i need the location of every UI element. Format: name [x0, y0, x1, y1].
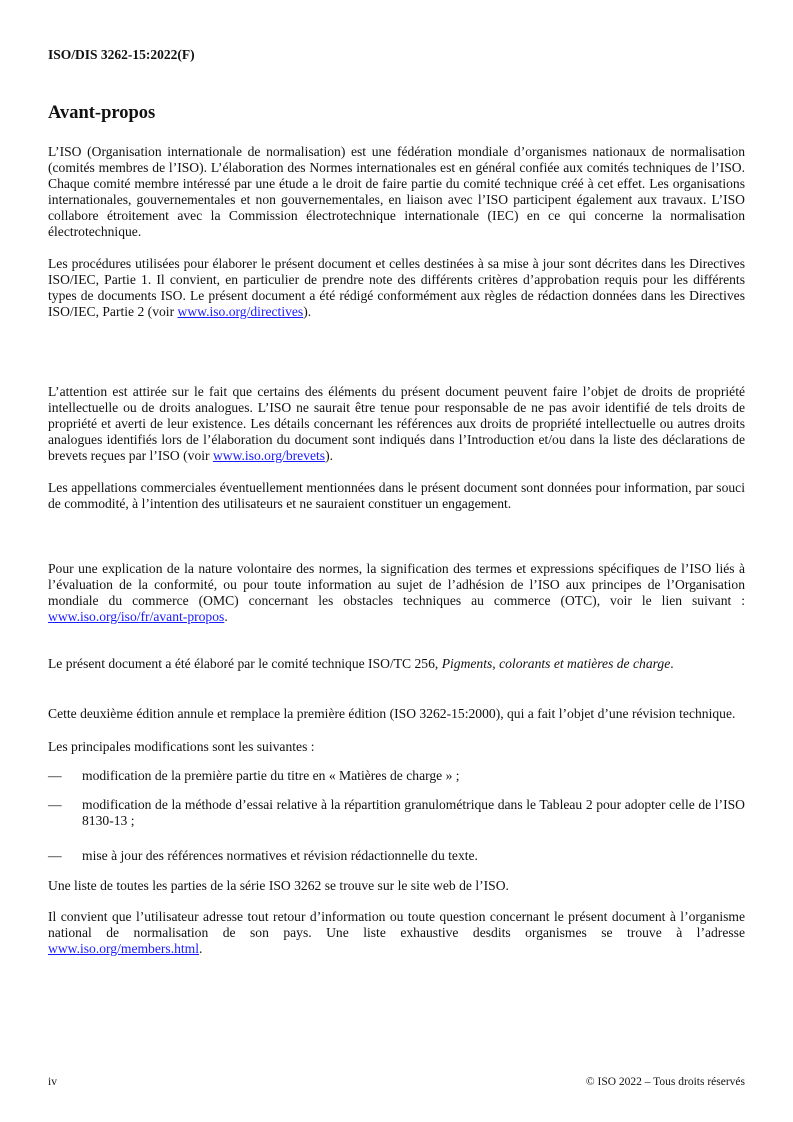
paragraph-6: [48, 656, 745, 672]
brevets-link[interactable]: www.iso.org/brevets: [212, 448, 326, 464]
paragraph-4: Les appellations commerciales éventuellement mentionnées dans le présent document sont données pour information, par souci de commodité, à l’intention des utilisateurs et ne sauraient constituer un engagement.: [48, 480, 745, 512]
list-item-text: modification de la méthode d’essai relative à la répartition granulométrique dans le Tableau 2 pour adopter celle de l’ISO 8130-13 ;: [82, 797, 745, 829]
list-item: [48, 797, 745, 829]
paragraph-text: ).: [303, 304, 312, 320]
directives-link[interactable]: www.iso.org/directives: [177, 304, 304, 320]
copyright-notice: © ISO 2022 – Tous droits réservés: [585, 1076, 745, 1088]
list-item: [48, 768, 745, 784]
paragraph-1: L’ISO (Organisation internationale de normalisation) est une fédération mondiale d’organismes nationaux de normalisation (comités membres de l’ISO). L’élaboration des Normes internationales est en général confiée aux comités techniques de l’ISO. Chaque comité membre intéressé par une étude a le droit de faire partie du comité technique créé à cet effet. Les organisations internationales, gouvernementales et non gouvernementales, en liaison avec l’ISO participent également aux travaux. L’ISO collabore étroitement avec la Commission électrotechnique internationale (IEC) en ce qui concerne la normalisation électrotechnique.: [48, 144, 745, 240]
list-item-text: mise à jour des références normatives et révision rédactionnelle du texte.: [82, 848, 478, 863]
avant-propos-link[interactable]: www.iso.org/iso/fr/avant-propos: [48, 609, 225, 625]
paragraph-text: .: [199, 941, 203, 957]
paragraph-5: [48, 561, 745, 625]
paragraph-text: Il convient que l’utilisateur adresse tout retour d’information ou toute question concernant le présent document à l’organisme national de normalisation de son pays. Une liste exhaustive desdits organismes se trouve à l’adresse: [48, 909, 745, 941]
section-title: Avant-propos: [48, 103, 156, 123]
paragraph-3: [48, 384, 745, 464]
document-header: ISO/DIS 3262-15:2022(F): [48, 47, 195, 62]
dash-bullet: —: [48, 768, 62, 783]
dash-bullet: —: [48, 797, 62, 812]
paragraph-text: Pour une explication de la nature volontaire des normes, la signification des termes et expressions spécifiques de l’ISO liés à l’évaluation de la conformité, ou pour toute information au sujet de l’adhésion de l’ISO aux principes de l’Organisation mondiale du commerce (OMC) concernant les obstacles techniques au commerce (OTC), voir le lien suivant :: [48, 561, 745, 609]
paragraph-2: [48, 256, 745, 320]
paragraph-8: Les principales modifications sont les suivantes :: [48, 739, 315, 754]
committee-title: Pigments, colorants et matières de charge: [441, 656, 671, 671]
list-item: [48, 848, 745, 864]
members-link[interactable]: www.iso.org/members.html: [48, 941, 200, 957]
page-footer: [48, 1076, 745, 1088]
paragraph-text: Les procédures utilisées pour élaborer le présent document et celles destinées à sa mise à jour sont décrites dans les Directives ISO/IEC, Partie 1. Il convient, en particulier de prendre note des différents critères d’approbation requis pour les différents types de documents ISO. Le présent document a été rédigé conformément aux règles de rédaction données dans les Directives ISO/IEC, Partie 2 (voir: [48, 256, 745, 320]
paragraph-text: Le présent document a été élaboré par le comité technique ISO/TC 256,: [48, 656, 442, 671]
paragraph-text: .: [670, 656, 674, 671]
paragraph-text: L’attention est attirée sur le fait que certains des éléments du présent document peuvent faire l’objet de droits de propriété intellectuelle ou de droits analogues. L’ISO ne saurait être tenue pour responsable de ne pas avoir identifié de tels droits de propriété et averti de leur existence. Les détails concernant les références aux droits de propriété intellectuelle ou autres droits analogues identifiés lors de l’élaboration du document sont indiqués dans l’Introduction et/ou dans la liste des déclarations de brevets reçues par l’ISO (voir: [48, 384, 745, 464]
paragraph-9: Une liste de toutes les parties de la série ISO 3262 se trouve sur le site web de l’ISO.: [48, 878, 509, 893]
paragraph-7: Cette deuxième édition annule et remplace la première édition (ISO 3262-15:2000), qui a fait l’objet d’une révision technique.: [48, 706, 736, 721]
list-item-text: modification de la première partie du titre en « Matières de charge » ;: [82, 768, 460, 783]
dash-bullet: —: [48, 848, 62, 863]
paragraph-text: .: [224, 609, 228, 625]
paragraph-text: ).: [325, 448, 334, 464]
page-number: iv: [48, 1076, 57, 1088]
paragraph-10: [48, 909, 745, 957]
